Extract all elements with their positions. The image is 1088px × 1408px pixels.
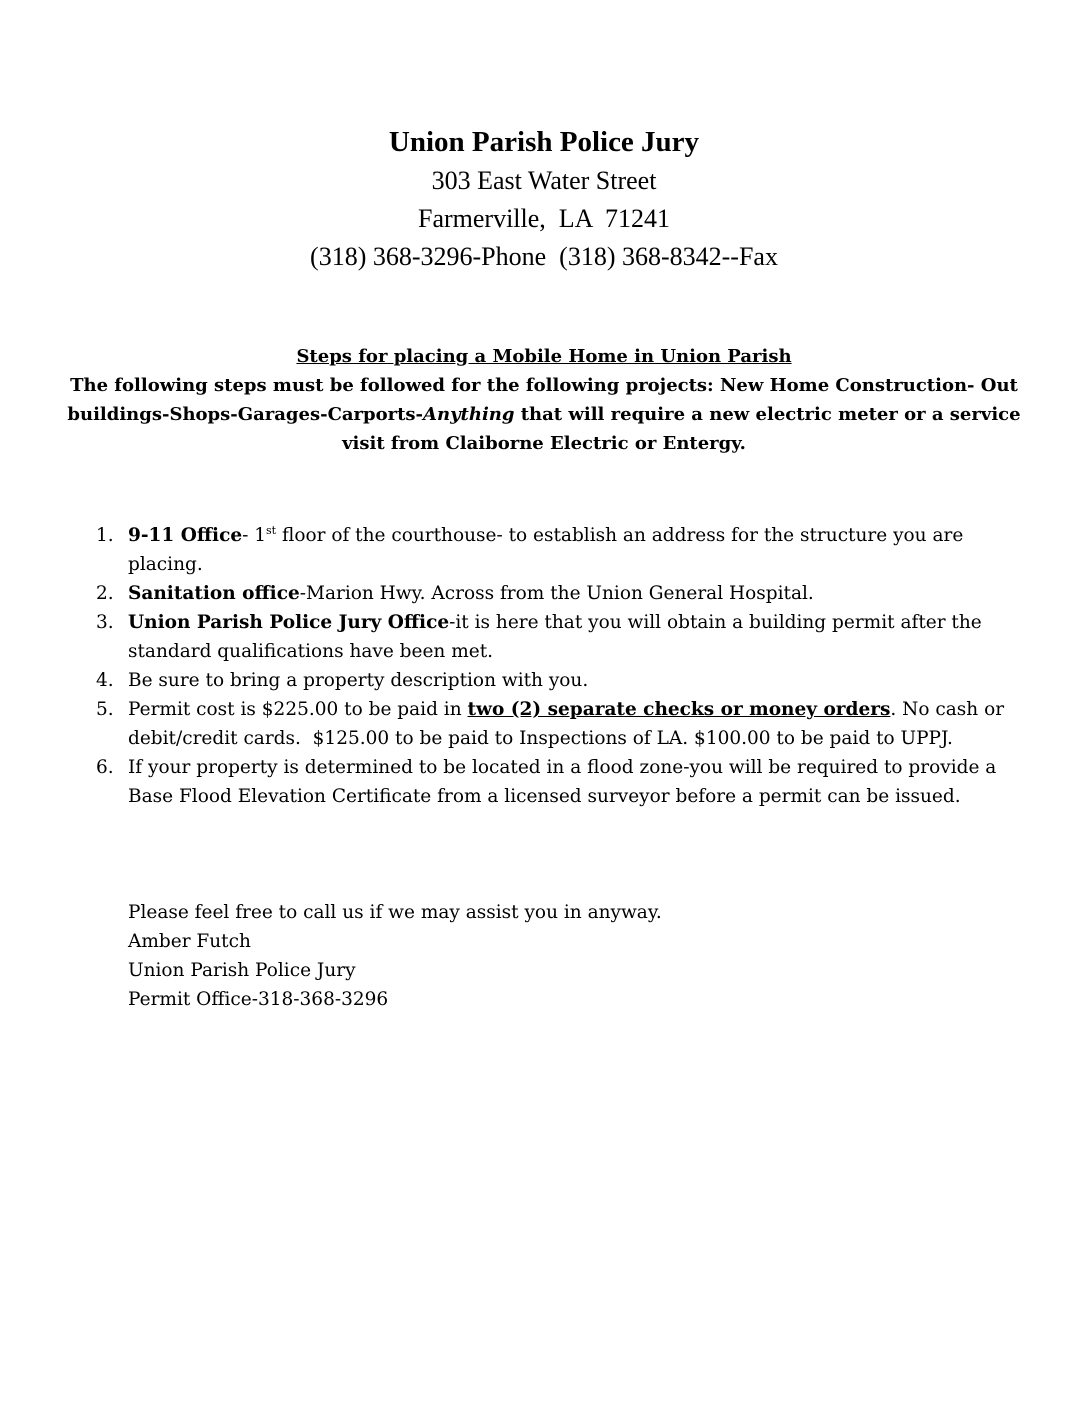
intro-text-after: that will require a new electric meter or a service visit from Claiborne Electric or Entergy. bbox=[342, 404, 1021, 454]
signer-name: Amber Futch bbox=[128, 931, 251, 952]
city-state-zip: Farmerville, LA 71241 bbox=[417, 204, 670, 233]
step-text: -it is here that you will obtain a building permit after the standard qualifications have been met. bbox=[128, 612, 982, 662]
step-item bbox=[96, 753, 1026, 811]
step-text-before: Permit cost is $225.00 to be paid in bbox=[128, 699, 468, 720]
step-number: 1. bbox=[96, 525, 114, 546]
closing-section bbox=[128, 898, 928, 1014]
street-address: 303 East Water Street bbox=[431, 166, 657, 195]
step-text: -Marion Hwy. Across from the Union General Hospital. bbox=[299, 583, 814, 604]
step-bold-label: Union Parish Police Jury Office bbox=[128, 612, 450, 633]
step-number: 4. bbox=[96, 670, 114, 691]
step-superscript: st bbox=[266, 523, 277, 537]
step-text: If your property is determined to be located in a flood zone-you will be required to provide a Base Flood Elevation Certificate from a licensed surveyor before a permit can be issued. bbox=[128, 757, 997, 807]
intro-text bbox=[60, 371, 1028, 458]
permit-office-contact: Permit Office-318-368-3296 bbox=[128, 989, 389, 1010]
step-item bbox=[96, 608, 1026, 666]
step-bold-label: 9-11 Office bbox=[128, 525, 243, 546]
step-number: 6. bbox=[96, 757, 114, 778]
intro-title: Steps for placing a Mobile Home in Union Parish bbox=[296, 346, 792, 367]
step-text: Be sure to bring a property description with you. bbox=[128, 670, 589, 691]
step-item bbox=[96, 521, 1026, 579]
intro-section bbox=[60, 342, 1028, 458]
steps-list bbox=[96, 521, 1026, 811]
intro-italic-word: Anything bbox=[423, 404, 515, 425]
step-item bbox=[96, 695, 1026, 753]
step-text: floor of the courthouse- to establish an address for the structure you are placing. bbox=[128, 525, 964, 575]
step-number: 5. bbox=[96, 699, 114, 720]
step-bold-underline: two (2) separate checks or money orders bbox=[467, 699, 891, 720]
step-text-pre: - 1 bbox=[242, 525, 267, 546]
step-number: 3. bbox=[96, 612, 114, 633]
step-item bbox=[96, 579, 1026, 608]
step-text-after: . No cash or debit/credit cards. $125.00 to be paid to Inspections of LA. $100.00 to be paid to UPPJ. bbox=[128, 699, 1010, 749]
step-bold-label: Sanitation office bbox=[128, 583, 300, 604]
signer-organization: Union Parish Police Jury bbox=[128, 960, 356, 981]
step-item bbox=[96, 666, 1026, 695]
intro-text-before: The following steps must be followed for the following projects: New Home Construction- Out buildings-Shops-Garages-Carports- bbox=[67, 375, 1018, 425]
closing-line: Please feel free to call us if we may assist you in anyway. bbox=[128, 902, 662, 923]
step-number: 2. bbox=[96, 583, 114, 604]
organization-name: Union Parish Police Jury bbox=[388, 126, 700, 158]
phone-fax: (318) 368-3296-Phone (318) 368-8342--Fax bbox=[310, 242, 778, 271]
letterhead bbox=[0, 122, 1088, 276]
